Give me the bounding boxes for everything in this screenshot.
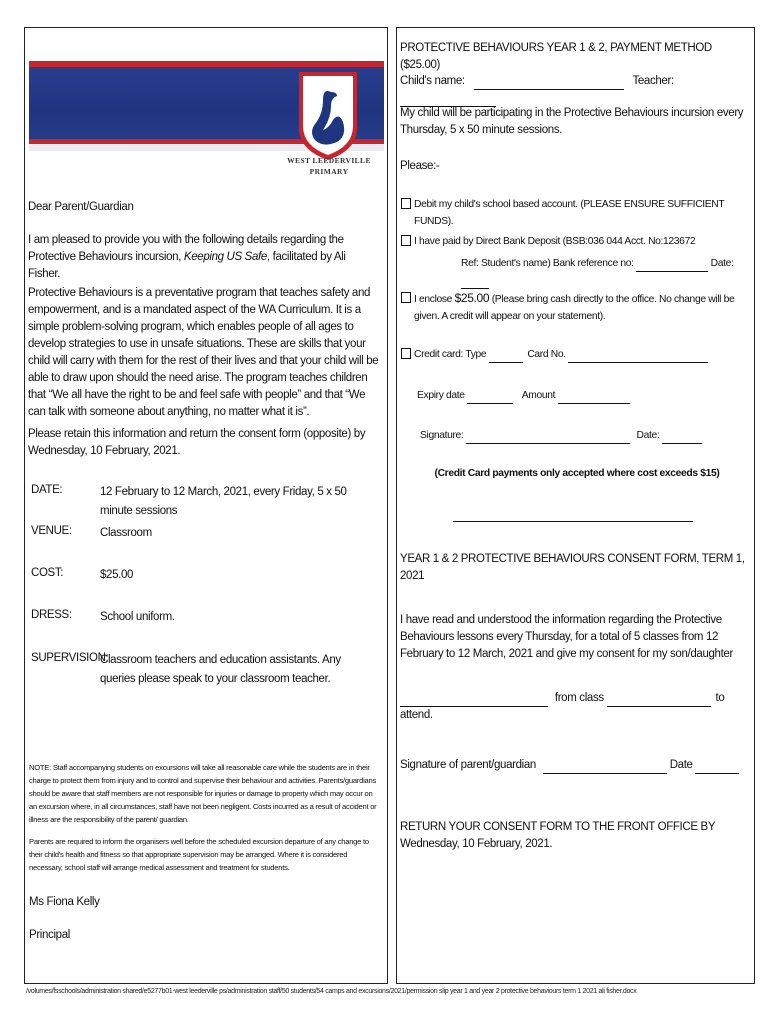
file-path-footer: /volumes/fsschools/administration shared/e5277b01-west leederville ps/administration staff/50 students/54 camps and excursions/2021/permission slip year 1 and year 2 protective behaviours term 1 2021 ali fisher.docx: [26, 988, 637, 995]
card-number-label: Card No.: [527, 349, 566, 360]
parent-signature-field[interactable]: [543, 761, 667, 774]
card-number-field[interactable]: [568, 350, 708, 363]
debit-checkbox[interactable]: [401, 198, 411, 209]
swan-crest-icon: [293, 70, 363, 162]
card-date-label: Date:: [636, 430, 660, 441]
to-attend-label: to attend.: [400, 692, 725, 721]
amount-label: Amount: [521, 390, 556, 401]
card-signature-field[interactable]: [466, 431, 630, 444]
school-name-line1: WEST LEEDERVILLE: [287, 156, 371, 165]
detail-value-venue: Classroom: [100, 527, 152, 539]
detail-label-supervision: SUPERVISION:: [31, 652, 109, 664]
from-class-label: from class: [554, 692, 604, 704]
teacher-label: Teacher:: [632, 75, 674, 87]
detail-label-cost: COST:: [31, 567, 64, 579]
cash-checkbox[interactable]: [401, 292, 411, 303]
consent-date-label: Date: [669, 759, 693, 771]
expiry-field[interactable]: [467, 391, 513, 404]
bank-date-label: Date:: [710, 258, 734, 269]
intro-paragraph: [28, 232, 380, 283]
attendance-row: [400, 690, 750, 724]
detail-label-dress: DRESS:: [31, 609, 72, 621]
card-type-field[interactable]: [489, 350, 523, 363]
expiry-row: [417, 387, 747, 404]
card-signature-label: Signature:: [420, 430, 464, 441]
cash-option-note: (Please bring cash directly to the office. No change will be given. A credit will appear on your statement).: [414, 294, 735, 322]
detail-label-venue: VENUE:: [31, 525, 72, 537]
form-panel: [396, 27, 755, 984]
program-description: Protective Behaviours is a preventative program that teaches safety and empowerment, and is a mandated aspect of the WA Curriculum. It is a simple problem-solving program, which enables people of all ages to develop strategies to use in unsafe situations. These are skills that your child will carry with them for the rest of their lives and that your child will be able to draw upon should the need arise. The program teaches children that “We all have the right to be and feel safe with people” and that “We can talk with someone about anything, no matter what it is”.: [28, 287, 379, 418]
salutation: Dear Parent/Guardian: [28, 201, 134, 213]
letter-panel: [24, 27, 388, 984]
cash-amount: $25.00: [454, 291, 490, 305]
debit-option: Debit my child's school based account. (PLEASE ENSURE SUFFICIENT FUNDS).: [414, 199, 725, 227]
liability-note: NOTE: Staff accompanying students on excursions will take all reasonable care while the students are in their charge to protect them from injury and to control and supervise their behaviour and activities. Parents/guardians should be aware that staff members are not responsible for injuries or damage to property which may occur on an excursion where, in all circumstances, staff have not been negligent. Costs incurred as a result of accident or illness are the responsibility of the parent/ guardian.: [29, 763, 377, 824]
card-signature-row: [420, 427, 750, 444]
participation-statement: My child will be participating in the Protective Behaviours incursion every Thursday, 5 x 50 minute sessions.: [400, 107, 744, 136]
detail-value-supervision: Classroom teachers and education assistants. Any queries please speak to your classroom teacher.: [100, 654, 341, 685]
parent-signature-row: [400, 757, 750, 774]
health-note: Parents are required to inform the organisers well before the scheduled excursion departure of any change to their child's health and fitness so that appropriate supervision may be arranged. Where it is considered necessary, school staff will arrange medical assessment and treatment for students.: [29, 837, 369, 872]
child-teacher-row: [400, 73, 752, 107]
principal-name: Ms Fiona Kelly: [29, 896, 100, 908]
school-name: [281, 155, 377, 177]
program-title: Keeping US Safe: [183, 251, 267, 263]
expiry-label: Expiry date: [417, 390, 465, 401]
bank-deposit-checkbox[interactable]: [401, 235, 411, 246]
bank-reference-label: Ref: Student's name) Bank reference no:: [461, 258, 634, 269]
payment-title: PROTECTIVE BEHAVIOURS YEAR 1 & 2, PAYMENT METHOD ($25.00): [400, 42, 712, 71]
amount-field[interactable]: [558, 391, 630, 404]
detail-value-date: 12 February to 12 March, 2021, every Friday, 5 x 50 minute sessions: [100, 486, 347, 517]
return-notice: RETURN YOUR CONSENT FORM TO THE FRONT OFFICE BY Wednesday, 10 February, 2021.: [400, 821, 715, 850]
bank-deposit-option: I have paid by Direct Bank Deposit (BSB:036 044 Acct. No:123672: [414, 236, 696, 247]
bank-date-field[interactable]: [461, 276, 489, 289]
bank-reference-row: [461, 255, 751, 289]
detail-label-date: DATE:: [31, 484, 63, 496]
card-type-label: Credit card: Type: [414, 349, 487, 360]
credit-card-checkbox[interactable]: [401, 348, 411, 359]
parent-signature-label: Signature of parent/guardian: [400, 759, 536, 771]
consent-statement: I have read and understood the information regarding the Protective Behaviours lessons every Thursday, for a total of 5 classes from 12 February to 12 March, 2021 and give my consent for my son/daughter: [400, 614, 733, 660]
credit-card-note: (Credit Card payments only accepted where cost exceeds $15): [434, 468, 720, 479]
class-field[interactable]: [607, 694, 711, 707]
detail-value-cost: $25.00: [100, 569, 134, 581]
child-name-field[interactable]: [400, 694, 548, 707]
credit-card-row: [414, 346, 749, 363]
card-date-field[interactable]: [662, 431, 702, 444]
intro-text-end: , facilitated by Ali Fisher.: [28, 251, 346, 280]
childs-name-field[interactable]: [474, 77, 624, 90]
consent-date-field[interactable]: [695, 761, 739, 774]
section-divider: [453, 521, 693, 522]
childs-name-label: Child's name:: [400, 75, 465, 87]
detail-value-dress: School uniform.: [100, 611, 175, 623]
consent-title: YEAR 1 & 2 PROTECTIVE BEHAVIOURS CONSENT FORM, TERM 1, 2021: [400, 553, 745, 582]
bank-reference-field[interactable]: [636, 259, 708, 272]
cash-option-text: I enclose: [414, 294, 455, 305]
cash-option: [414, 290, 752, 325]
intro-text: I am pleased to provide you with the following details regarding the Protective Behaviours incursion,: [28, 234, 344, 263]
school-name-line2: PRIMARY: [309, 167, 349, 176]
principal-title: Principal: [29, 929, 70, 941]
please-label: Please:-: [400, 160, 440, 172]
retain-notice: Please retain this information and return the consent form (opposite) by Wednesday, 10 February, 2021.: [28, 428, 366, 457]
